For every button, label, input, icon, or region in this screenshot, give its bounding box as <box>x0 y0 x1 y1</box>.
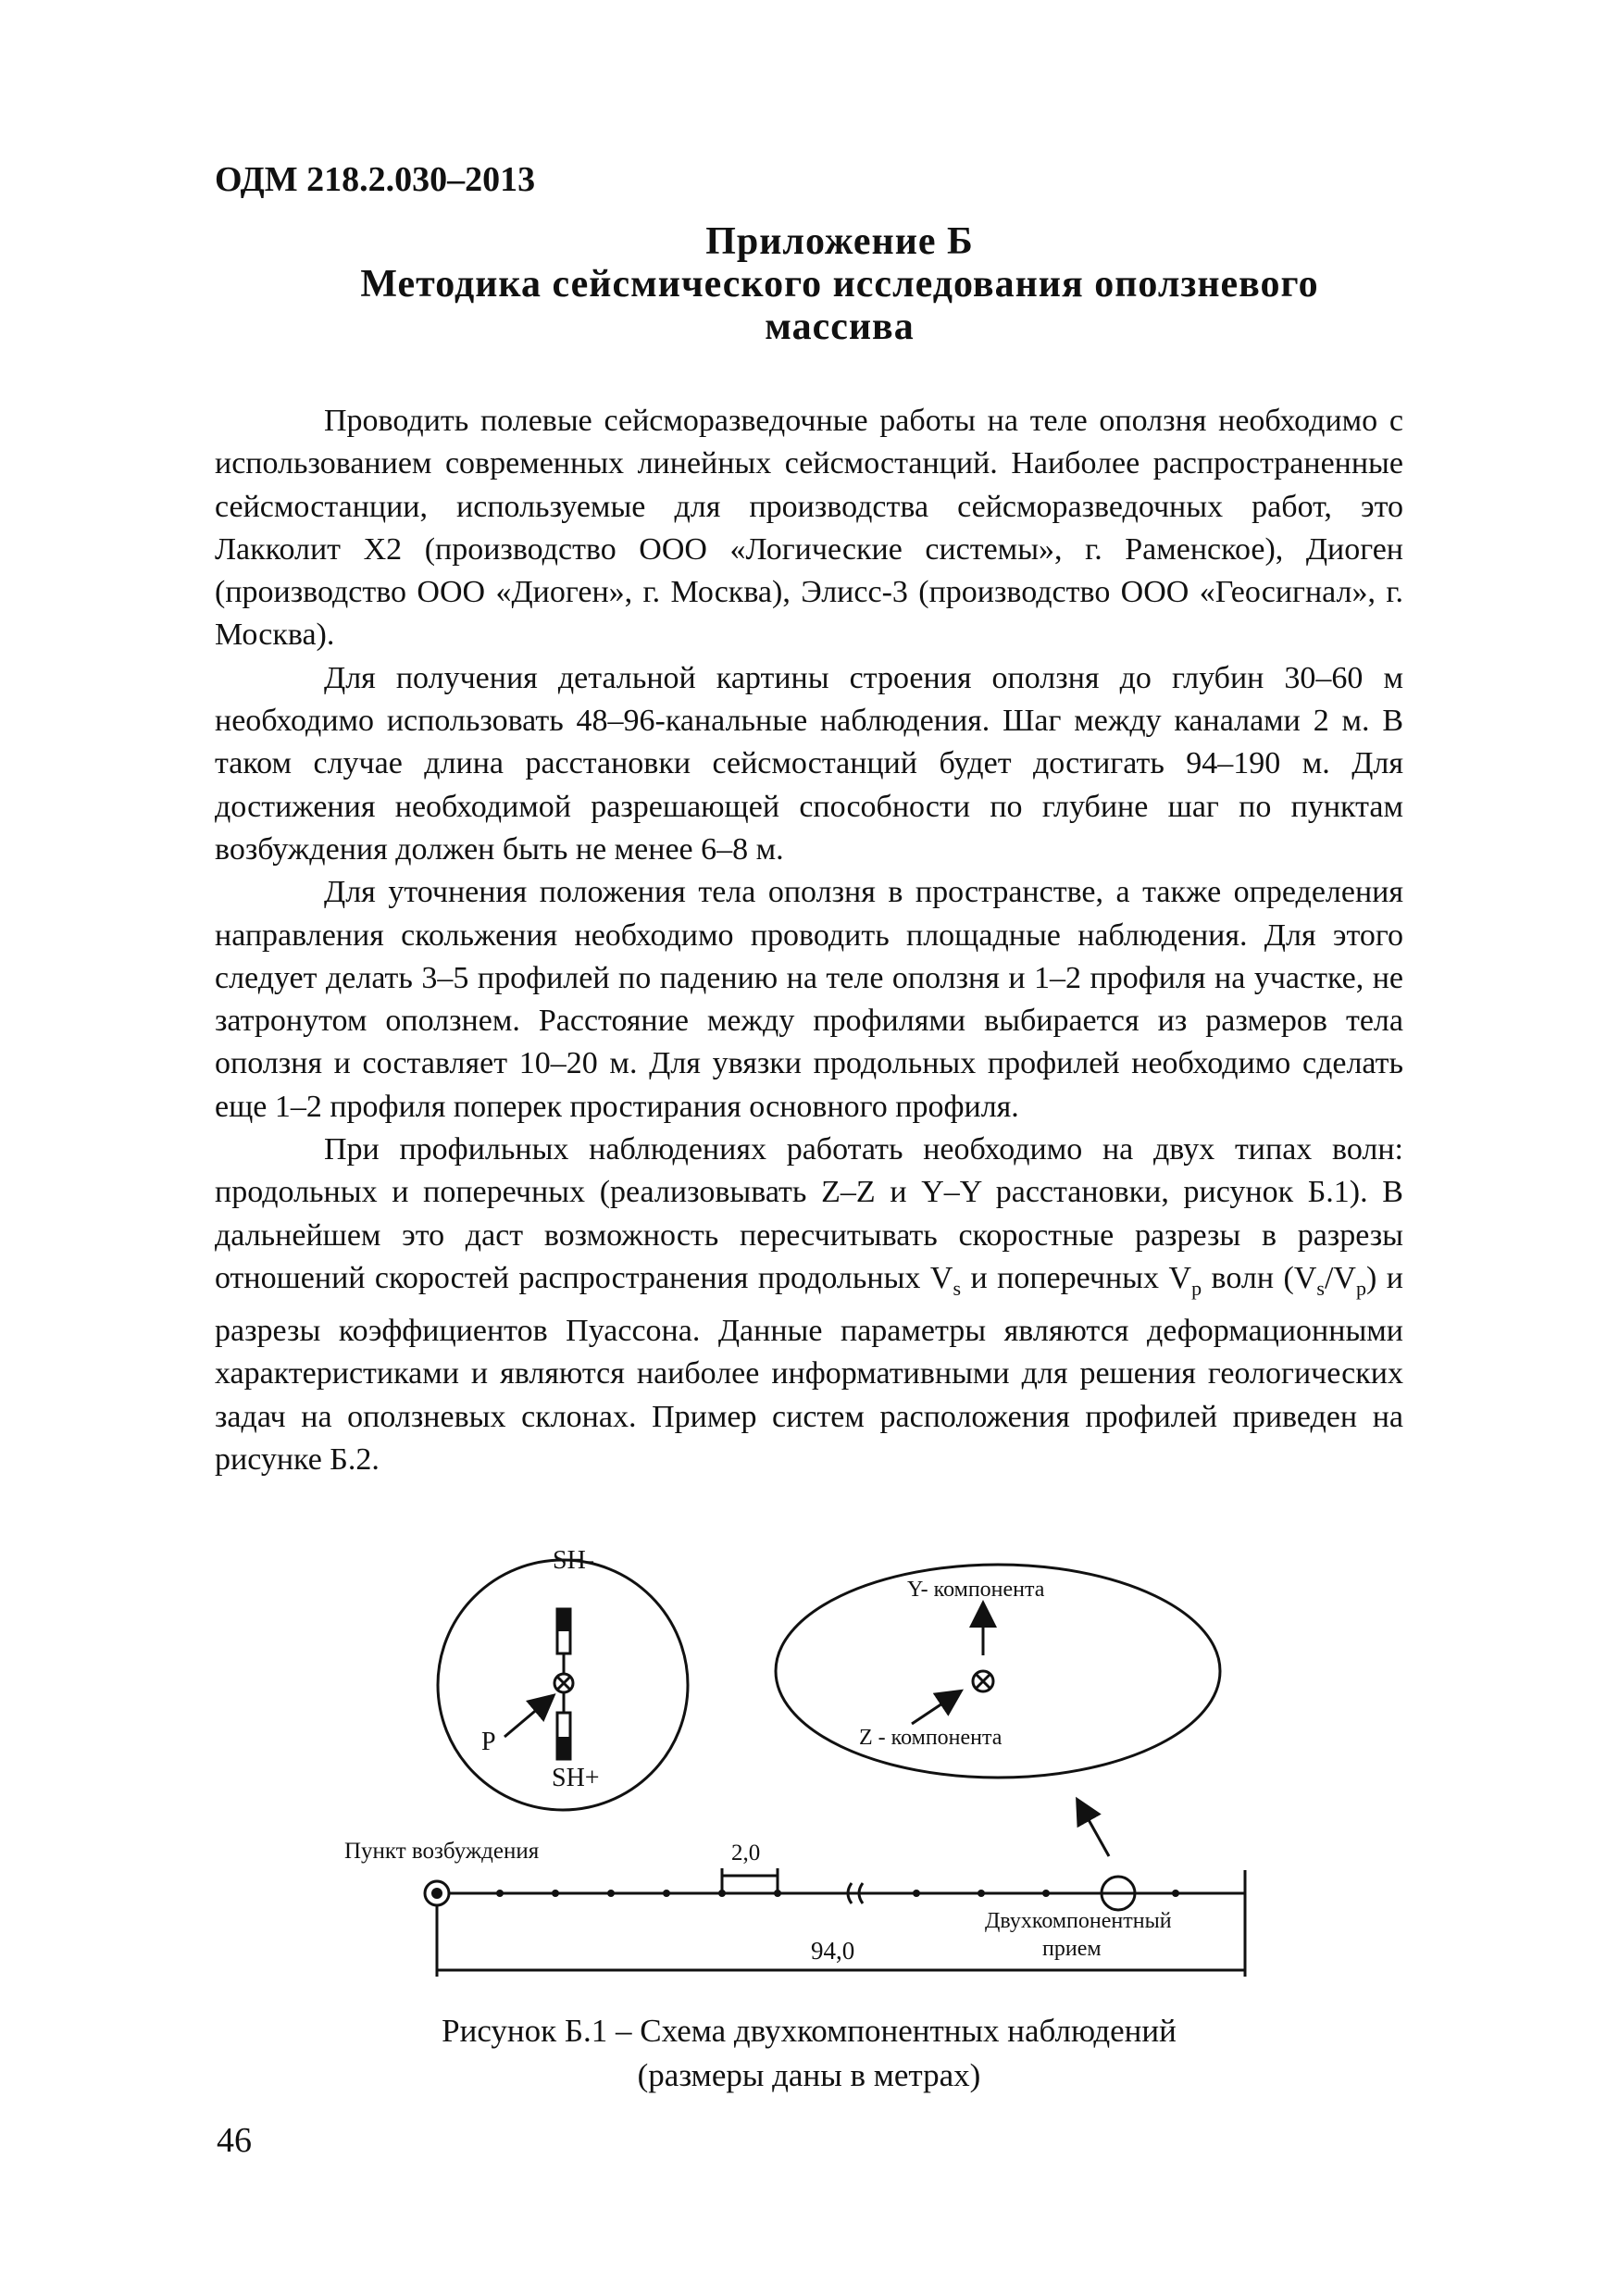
paragraph-3: Для уточнения положения тела оползня в пространстве, а также определения направления скольжения необходимо проводить площадные наблюдения. Для этого следует делать 3–5 профилей по падению на теле оползня и 1–2 профиля на участке, не затронутом оползнем. Расстояние между профилями выбирается из размеров тела оползня и составляет 10–20 м. Для увязки продольных профилей необходимо сделать еще 1–2 профиля поперек простирания основного профиля. <box>215 875 1403 1124</box>
sh-minus-label: SH- <box>553 1546 595 1575</box>
receiver-label-line-2: прием <box>1042 1937 1102 1961</box>
total-length-label: 94,0 <box>811 1937 855 1965</box>
caption-line-1: Рисунок Б.1 – Схема двухкомпонентных наблюдений <box>442 2013 1177 2049</box>
receiver-label-line-1: Двухкомпонентный <box>985 1909 1172 1933</box>
appendix-title-line-2: массива <box>765 306 915 348</box>
source-point-icon <box>425 1881 449 1905</box>
body-text <box>215 400 1403 1481</box>
geophone-top-icon <box>557 1609 570 1674</box>
caption-line-2: (размеры даны в метрах) <box>637 2057 981 2093</box>
z-arrow-icon <box>912 1692 959 1724</box>
appendix-heading <box>215 220 1464 348</box>
geophone-bottom-icon <box>557 1692 570 1759</box>
document-code: ОДМ 218.2.030–2013 <box>215 160 536 199</box>
source-cross-icon <box>554 1674 573 1692</box>
two-component-receiver-icon <box>1102 1877 1135 1910</box>
appendix-label: Приложение Б <box>705 220 974 263</box>
source-point-label: Пункт возбуждения <box>344 1839 540 1864</box>
spacing-dimension <box>722 1868 778 1893</box>
z-component-label: Z - компонента <box>859 1726 1003 1750</box>
paragraph-1: Проводить полевые сейсморазведочные работы на теле оползня необходимо с использованием современных линейных сейсмостанций. Наиболее распространенные сейсмостанции, используемые для производства сейсморазведочных работ, это Лакколит Х2 (производство ООО «Логические системы», г. Раменское), Диоген (производство ООО «Диоген», г. Москва), Элисс-3 (производство ООО «Геосигнал», г. Москва). <box>215 404 1403 653</box>
receiver-cross-icon <box>973 1671 993 1691</box>
paragraph-4: При профильных наблюдениях работать необходимо на двух типах волн: продольных и поперечных (реализовывать Z–Z и Y–Y расстановки, рисунок Б.1). В дальнейшем это даст возможность пересчитывать скоростные разрезы в разрезы отношений скоростей распространения продольных $V_s$ и поперечных $V_p$ волн $(V_s/V_p)$ и разрезы коэффициентов Пуассона. Данные параметры являются деформационными характеристиками и являются наиболее информативными для решения геологических задач на оползневых склонах. Пример систем расположения профилей приведен на рисунке Б.2. <box>215 1132 1403 1477</box>
diagram-graphics <box>0 1518 1619 2000</box>
sh-plus-label: SH+ <box>552 1764 600 1792</box>
figure-caption <box>215 2009 1403 2098</box>
spacing-label: 2,0 <box>731 1841 761 1866</box>
callout-arrow-icon <box>1078 1802 1109 1856</box>
y-component-label: Y- компонента <box>907 1578 1045 1602</box>
paragraph-2: Для получения детальной картины строения оползня до глубин 30–60 м необходимо использовать 48–96-канальные наблюдения. Шаг между каналами 2 м. В таком случае длина расстановки сейсмостанций будет достигать 94–190 м. Для достижения необходимой разрешающей способности по глубине шаг по пунктам возбуждения должен быть не менее 6–8 м. <box>215 660 1403 867</box>
page-number: 46 <box>217 2121 252 2160</box>
p-label: P <box>481 1728 496 1756</box>
p-arrow-icon <box>504 1697 552 1737</box>
appendix-title-line-1: Методика сейсмического исследования оползневого <box>360 263 1319 306</box>
figure-b1-diagram <box>0 1518 1619 2000</box>
